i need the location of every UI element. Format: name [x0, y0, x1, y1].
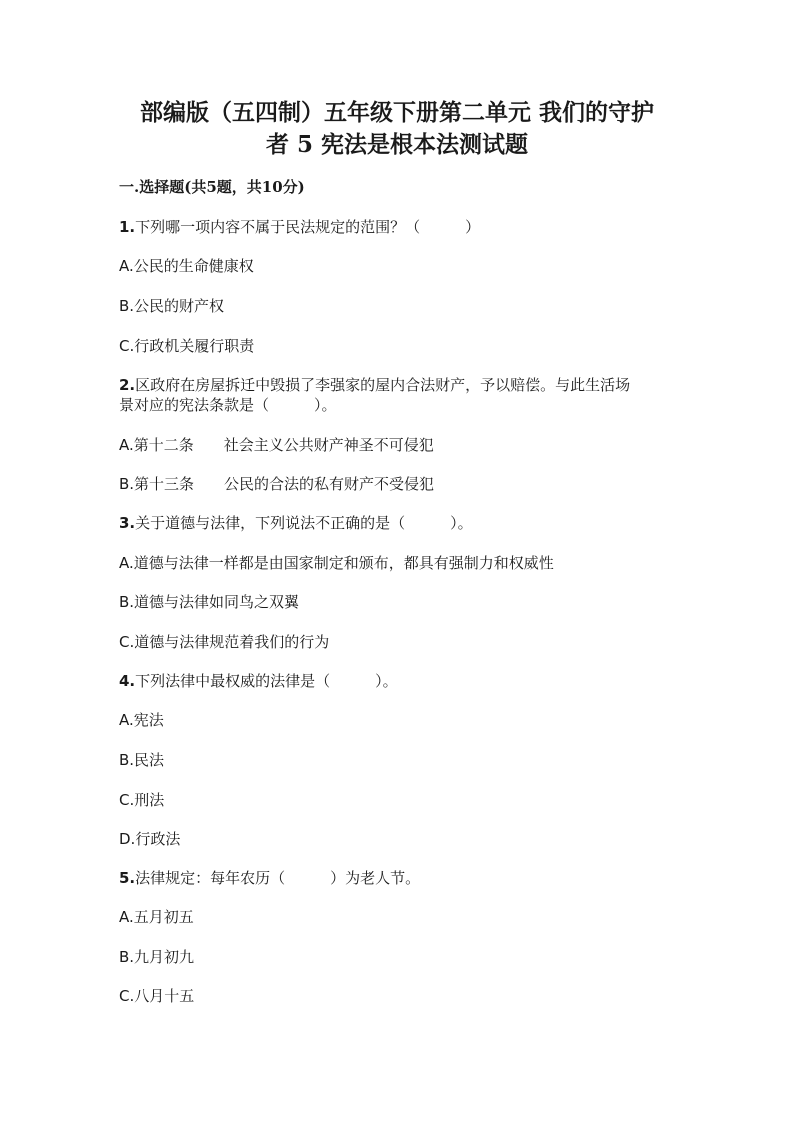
- question-3-option-b: B.道德与法律如同鸟之双翼: [119, 593, 300, 611]
- question-number: 1.: [119, 218, 136, 236]
- question-3: [119, 513, 679, 533]
- question-3-option-a: A.道德与法律一样都是由国家制定和颁布，都具有强制力和权威性: [119, 554, 554, 572]
- question-3-option-c: C.道德与法律规范着我们的行为: [119, 633, 330, 651]
- question-5-option-b: B.九月初九: [119, 948, 195, 966]
- question-number: 3.: [119, 514, 136, 532]
- question-2-option-b: B.第十三条 公民的合法的私有财产不受侵犯: [119, 475, 435, 493]
- question-1-option-a: A.公民的生命健康权: [119, 257, 254, 275]
- question-5-option-a: A.五月初五: [119, 908, 194, 926]
- question-4-option-d: D.行政法: [119, 830, 181, 848]
- question-4-option-a: A.宪法: [119, 711, 164, 729]
- question-5-option-c: C.八月十五: [119, 987, 195, 1005]
- page-title-line-1: 部编版（五四制）五年级下册第二单元 我们的守护: [139, 99, 654, 126]
- page-title-line-2: 者 5 宪法是根本法测试题: [265, 131, 529, 158]
- question-number: 4.: [119, 672, 136, 690]
- question-number: 2.: [119, 376, 136, 394]
- question-1: [119, 217, 679, 237]
- question-stem: 下列哪一项内容不属于民法规定的范围？（ ）: [135, 218, 481, 236]
- question-number: 5.: [119, 869, 136, 887]
- question-2-stem-continued: 景对应的宪法条款是（ ）。: [119, 396, 337, 414]
- question-4-option-b: B.民法: [119, 751, 165, 769]
- question-stem: 区政府在房屋拆迁中毁损了李强家的屋内合法财产，予以赔偿。与此生活场: [135, 376, 631, 394]
- question-1-option-c: C.行政机关履行职责: [119, 337, 255, 355]
- question-5: [119, 868, 679, 888]
- question-stem: 法律规定：每年农历（ ）为老人节。: [135, 869, 421, 887]
- question-4: [119, 671, 679, 691]
- question-stem: 关于道德与法律，下列说法不正确的是（ ）。: [135, 514, 473, 532]
- section-heading: 一.选择题(共5题，共10分): [119, 178, 305, 196]
- question-2-option-a: A.第十二条 社会主义公共财产神圣不可侵犯: [119, 436, 434, 454]
- question-1-option-b: B.公民的财产权: [119, 297, 225, 315]
- question-4-option-c: C.刑法: [119, 791, 165, 809]
- question-2: [119, 375, 679, 395]
- question-stem: 下列法律中最权威的法律是（ ）。: [135, 672, 398, 690]
